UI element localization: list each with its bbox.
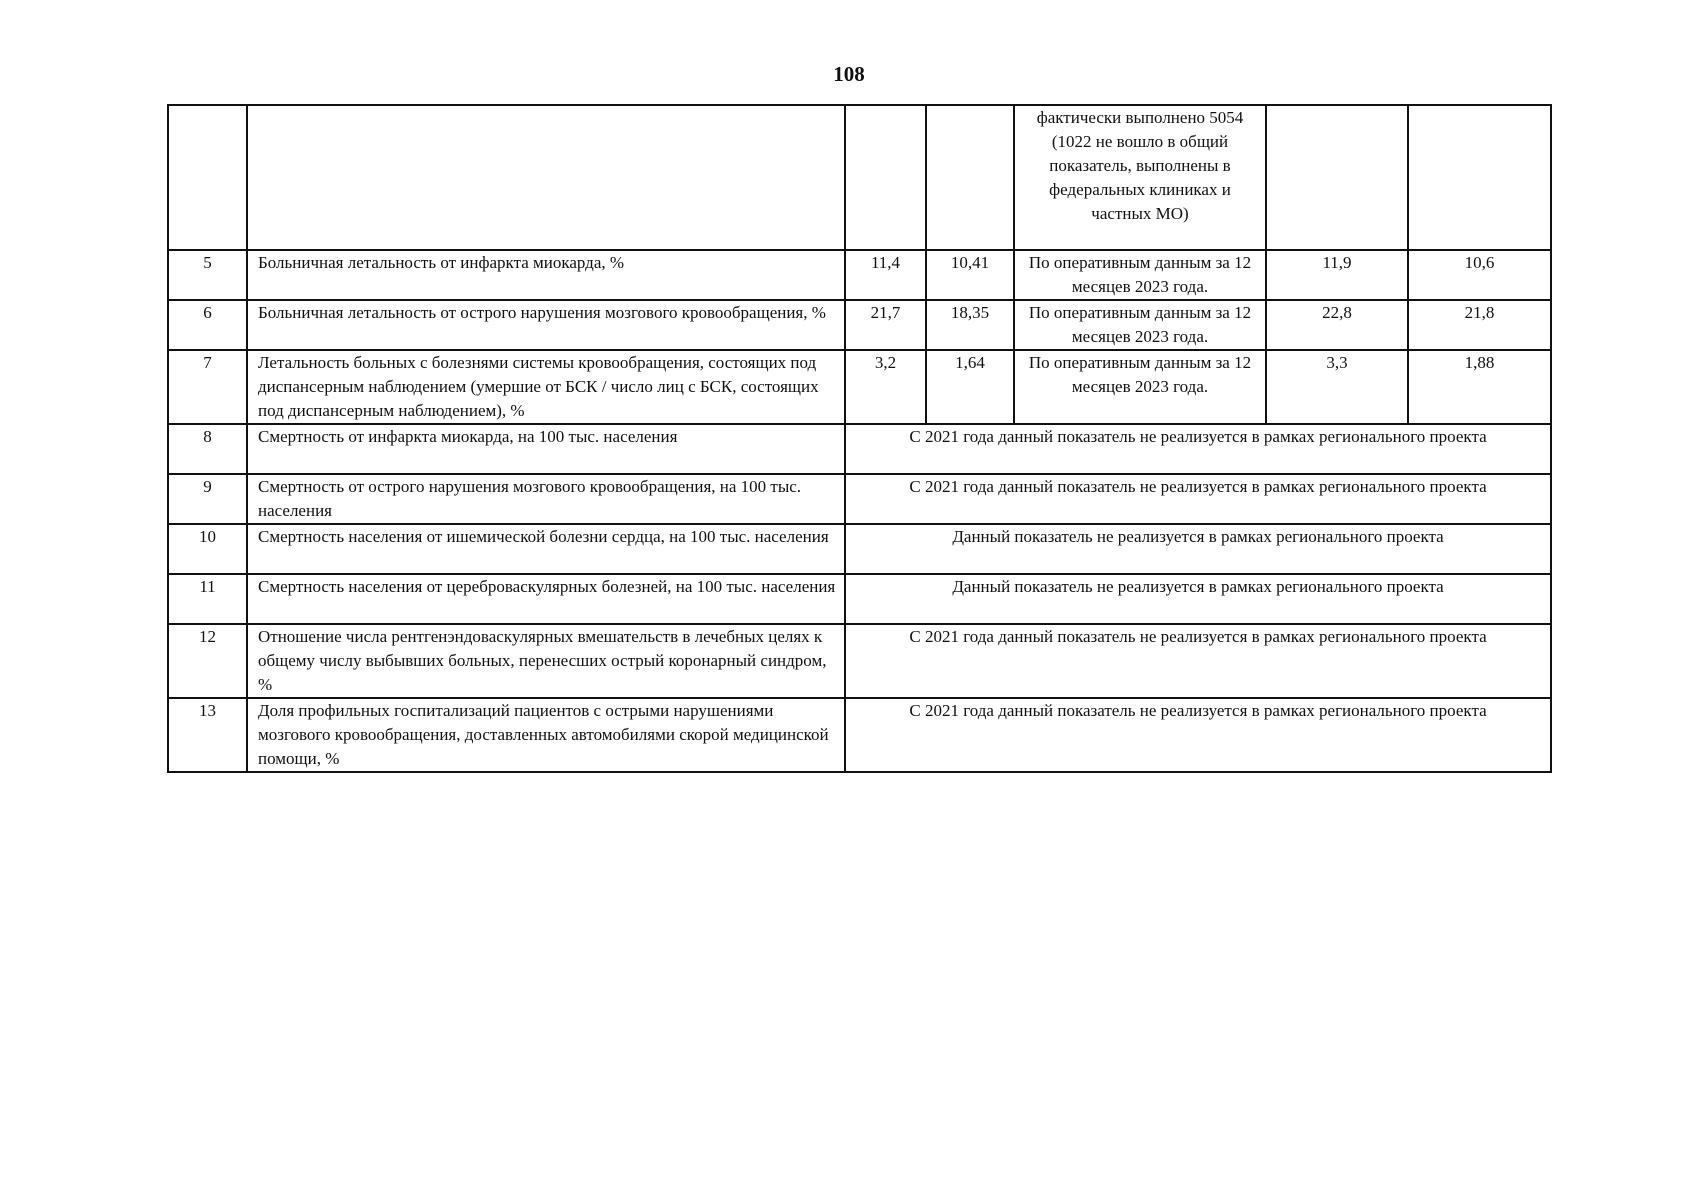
indicator-name-cell <box>247 105 845 250</box>
indicator-name-cell: Больничная летальность от инфаркта миокарда, % <box>247 250 845 300</box>
table-row <box>168 350 1551 424</box>
value-cell: 3,3 <box>1266 350 1408 424</box>
indicators-table <box>167 104 1552 773</box>
note-cell: фактически выполнено 5054 (1022 не вошло в общий показатель, выполнены в федеральных клиниках и частных МО) <box>1014 105 1266 250</box>
value-cell <box>1408 105 1551 250</box>
indicator-name-cell: Смертность населения от цереброваскулярных болезней, на 100 тыс. населения <box>247 574 845 624</box>
row-number-cell: 5 <box>168 250 247 300</box>
table-row-continuation <box>168 105 1551 250</box>
note-cell: По оперативным данным за 12 месяцев 2023 года. <box>1014 250 1266 300</box>
value-cell: 10,41 <box>926 250 1014 300</box>
value-cell: 21,8 <box>1408 300 1551 350</box>
value-cell: 21,7 <box>845 300 926 350</box>
indicator-name-cell: Смертность от инфаркта миокарда, на 100 тыс. населения <box>247 424 845 474</box>
indicator-name-cell: Летальность больных с болезнями системы кровообращения, состоящих под диспансерным наблюдением (умершие от БСК / число лиц с БСК, состоящих под диспансерным наблюдением), % <box>247 350 845 424</box>
value-cell <box>926 105 1014 250</box>
indicator-name-cell: Доля профильных госпитализаций пациентов с острыми нарушениями мозгового кровообращения, доставленных автомобилями скорой медицинской помощи, % <box>247 698 845 772</box>
status-cell: С 2021 года данный показатель не реализуется в рамках регионального проекта <box>845 474 1551 524</box>
row-number-cell: 13 <box>168 698 247 772</box>
table-row <box>168 574 1551 624</box>
value-cell: 22,8 <box>1266 300 1408 350</box>
indicator-name-cell: Больничная летальность от острого нарушения мозгового кровообращения, % <box>247 300 845 350</box>
status-cell: Данный показатель не реализуется в рамках регионального проекта <box>845 574 1551 624</box>
table-row <box>168 624 1551 698</box>
row-number-cell: 10 <box>168 524 247 574</box>
table-row <box>168 474 1551 524</box>
row-number-cell: 9 <box>168 474 247 524</box>
value-cell: 18,35 <box>926 300 1014 350</box>
table-row <box>168 698 1551 772</box>
row-number-cell: 7 <box>168 350 247 424</box>
table-row <box>168 524 1551 574</box>
note-cell: По оперативным данным за 12 месяцев 2023 года. <box>1014 300 1266 350</box>
value-cell: 3,2 <box>845 350 926 424</box>
row-number-cell: 11 <box>168 574 247 624</box>
status-cell: Данный показатель не реализуется в рамках регионального проекта <box>845 524 1551 574</box>
value-cell: 11,4 <box>845 250 926 300</box>
note-cell: По оперативным данным за 12 месяцев 2023 года. <box>1014 350 1266 424</box>
table-row <box>168 424 1551 474</box>
row-number-cell: 12 <box>168 624 247 698</box>
row-number-cell: 6 <box>168 300 247 350</box>
row-number-cell: 8 <box>168 424 247 474</box>
status-cell: С 2021 года данный показатель не реализуется в рамках регионального проекта <box>845 624 1551 698</box>
value-cell: 11,9 <box>1266 250 1408 300</box>
value-cell: 1,88 <box>1408 350 1551 424</box>
table-row <box>168 300 1551 350</box>
value-cell <box>1266 105 1408 250</box>
value-cell <box>845 105 926 250</box>
indicator-name-cell: Смертность от острого нарушения мозгового кровообращения, на 100 тыс. населения <box>247 474 845 524</box>
table-row <box>168 250 1551 300</box>
status-cell: С 2021 года данный показатель не реализуется в рамках регионального проекта <box>845 698 1551 772</box>
page-number: 108 <box>833 62 865 86</box>
value-cell: 10,6 <box>1408 250 1551 300</box>
row-number-cell <box>168 105 247 250</box>
indicator-name-cell: Отношение числа рентгенэндоваскулярных вмешательств в лечебных целях к общему числу выбывших больных, перенесших острый коронарный синдром, % <box>247 624 845 698</box>
value-cell: 1,64 <box>926 350 1014 424</box>
status-cell: С 2021 года данный показатель не реализуется в рамках регионального проекта <box>845 424 1551 474</box>
indicator-name-cell: Смертность населения от ишемической болезни сердца, на 100 тыс. населения <box>247 524 845 574</box>
